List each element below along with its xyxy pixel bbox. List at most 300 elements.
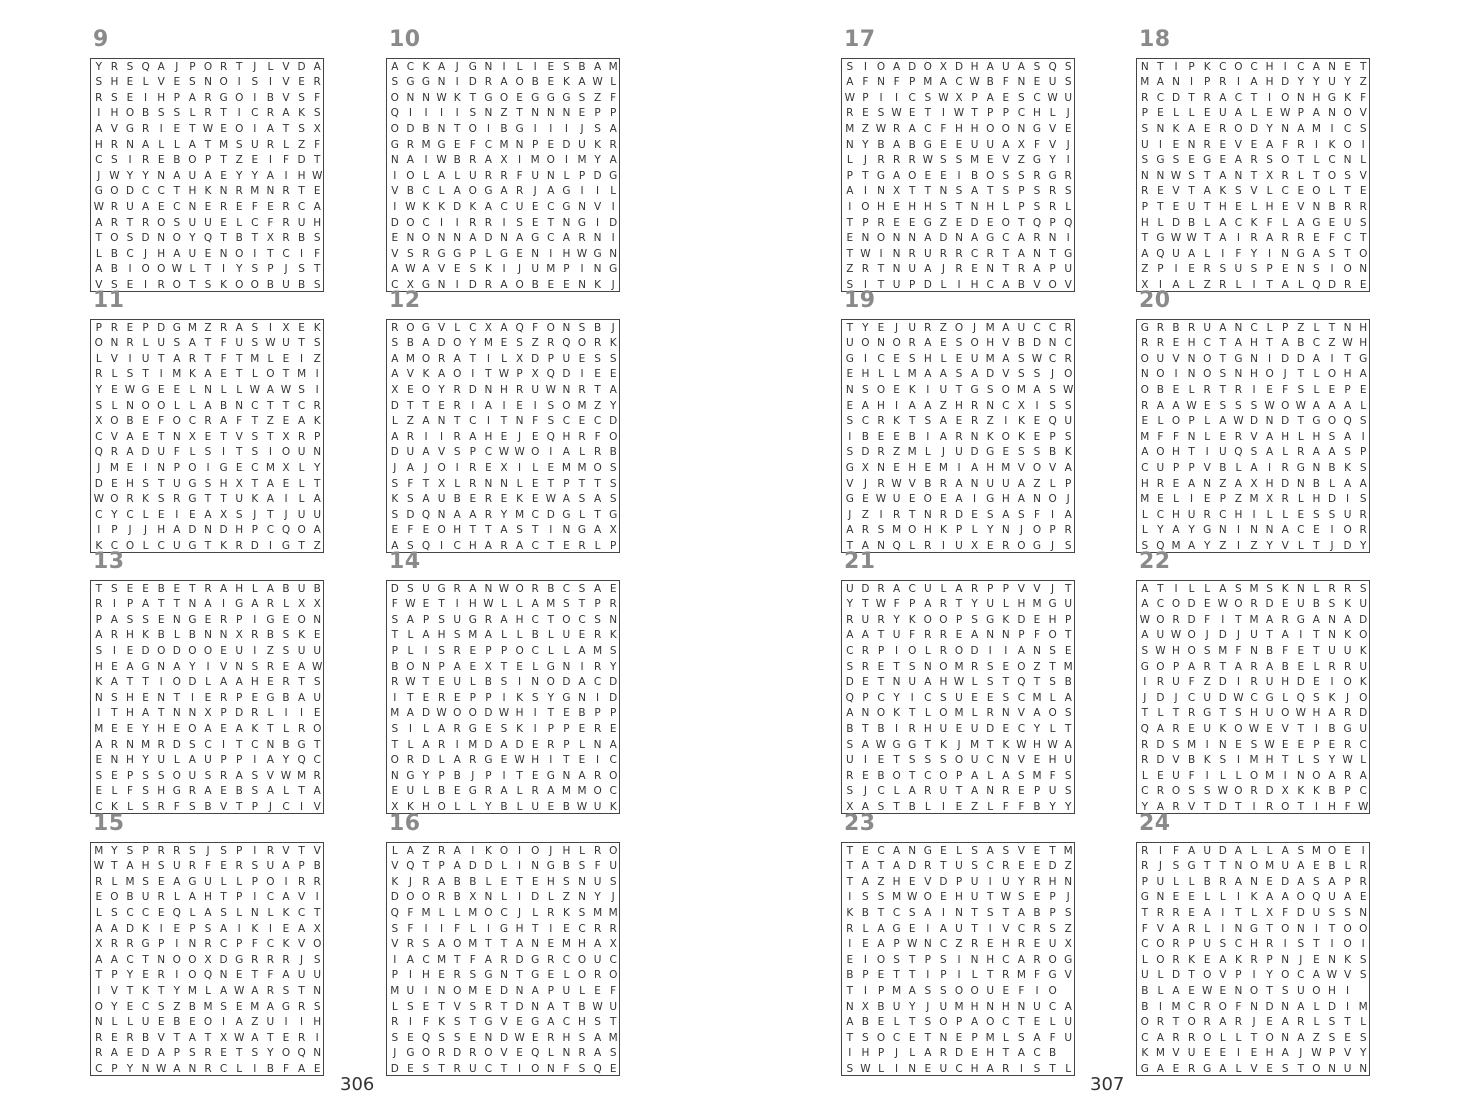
letter-cell[interactable]: U (1203, 938, 1212, 951)
letter-cell[interactable]: E (924, 1062, 932, 1075)
letter-cell[interactable]: E (1203, 107, 1211, 120)
letter-cell[interactable]: O (1234, 122, 1243, 135)
letter-cell[interactable]: L (95, 352, 102, 365)
letter-cell[interactable]: E (563, 922, 570, 935)
letter-cell[interactable]: X (235, 477, 243, 490)
letter-cell[interactable]: E (862, 676, 869, 689)
letter-cell[interactable]: V (282, 91, 290, 104)
letter-cell[interactable]: R (547, 337, 555, 350)
letter-cell[interactable]: W (514, 446, 525, 459)
letter-cell[interactable]: X (970, 539, 979, 552)
letter-cell[interactable]: D (1218, 691, 1227, 704)
letter-cell[interactable]: I (424, 430, 428, 443)
letter-cell[interactable]: Y (126, 969, 134, 982)
letter-cell[interactable]: O (421, 891, 431, 904)
letter-cell[interactable]: L (189, 446, 196, 459)
letter-cell[interactable]: R (1250, 953, 1258, 966)
letter-cell[interactable]: O (1032, 524, 1042, 537)
letter-cell[interactable]: D (1171, 91, 1181, 104)
letter-cell[interactable]: W (498, 446, 510, 459)
letter-cell[interactable]: D (390, 891, 399, 904)
letter-cell[interactable]: A (204, 508, 212, 521)
letter-cell[interactable]: S (1018, 446, 1025, 459)
letter-cell[interactable]: Y (267, 1047, 274, 1060)
letter-cell[interactable]: O (876, 232, 886, 245)
letter-cell[interactable]: M (985, 321, 995, 334)
letter-cell[interactable]: L (1219, 891, 1226, 904)
letter-cell[interactable]: E (547, 60, 555, 73)
letter-cell[interactable]: C (939, 938, 948, 951)
letter-cell[interactable]: I (1252, 383, 1256, 396)
letter-cell[interactable]: W (498, 368, 510, 381)
letter-cell[interactable]: P (955, 524, 963, 537)
letter-cell[interactable]: F (469, 953, 476, 966)
letter-cell[interactable]: G (484, 1016, 493, 1029)
letter-cell[interactable]: R (908, 154, 916, 167)
letter-cell[interactable]: A (1188, 539, 1196, 552)
letter-cell[interactable]: A (1017, 247, 1025, 260)
letter-cell[interactable]: E (908, 216, 916, 229)
letter-cell[interactable]: V (1188, 800, 1196, 813)
letter-cell[interactable]: G (437, 582, 446, 595)
letter-cell[interactable]: R (547, 1031, 555, 1044)
letter-cell[interactable]: B (531, 278, 539, 291)
letter-cell[interactable]: B (531, 76, 539, 89)
letter-cell[interactable]: R (204, 1047, 212, 1060)
letter-cell[interactable]: P (893, 938, 900, 951)
letter-cell[interactable]: C (500, 200, 508, 213)
letter-cell[interactable]: C (1002, 1016, 1010, 1029)
letter-cell[interactable]: R (313, 769, 321, 782)
letter-cell[interactable]: E (846, 399, 854, 412)
letter-cell[interactable]: B (219, 399, 228, 412)
letter-cell[interactable]: I (268, 539, 272, 552)
letter-cell[interactable]: H (923, 352, 932, 365)
letter-cell[interactable]: S (173, 337, 181, 350)
letter-cell[interactable]: S (563, 598, 570, 611)
letter-cell[interactable]: R (453, 430, 461, 443)
letter-cell[interactable]: A (204, 169, 212, 182)
letter-cell[interactable]: C (219, 938, 228, 951)
letter-cell[interactable]: A (173, 524, 181, 537)
letter-cell[interactable]: D (484, 738, 493, 751)
letter-cell[interactable]: A (298, 922, 306, 935)
letter-cell[interactable]: Q (141, 60, 150, 73)
letter-cell[interactable]: T (986, 969, 994, 982)
letter-cell[interactable]: P (563, 263, 570, 276)
letter-cell[interactable]: I (1314, 800, 1318, 813)
letter-cell[interactable]: D (1017, 613, 1026, 626)
letter-cell[interactable]: E (126, 461, 134, 474)
letter-grid[interactable] (386, 580, 620, 814)
letter-cell[interactable]: I (1330, 122, 1334, 135)
letter-cell[interactable]: W (312, 660, 323, 673)
letter-cell[interactable]: Q (1017, 676, 1026, 689)
letter-cell[interactable]: C (95, 1062, 103, 1075)
letter-cell[interactable]: Y (1250, 247, 1258, 260)
letter-cell[interactable]: N (1359, 1062, 1368, 1075)
letter-cell[interactable]: P (1049, 524, 1056, 537)
letter-cell[interactable]: V (1002, 368, 1010, 381)
letter-cell[interactable]: E (1219, 430, 1227, 443)
letter-cell[interactable]: T (298, 984, 305, 997)
letter-cell[interactable]: Z (1234, 493, 1242, 506)
letter-cell[interactable]: S (1141, 154, 1149, 167)
letter-cell[interactable]: Q (203, 969, 213, 982)
letter-cell[interactable]: N (313, 613, 322, 626)
letter-cell[interactable]: N (1281, 1000, 1290, 1013)
letter-cell[interactable]: O (986, 1016, 995, 1029)
letter-cell[interactable]: Z (1141, 263, 1149, 276)
letter-cell[interactable]: R (1172, 722, 1180, 735)
letter-cell[interactable]: M (845, 122, 855, 135)
letter-cell[interactable]: U (955, 691, 963, 704)
letter-cell[interactable]: E (1157, 185, 1164, 198)
letter-cell[interactable]: Y (422, 769, 430, 782)
letter-cell[interactable]: S (1266, 154, 1273, 167)
letter-cell[interactable]: A (1188, 122, 1196, 135)
letter-cell[interactable]: O (923, 613, 932, 626)
letter-cell[interactable]: H (1048, 754, 1057, 767)
letter-cell[interactable]: P (158, 938, 165, 951)
letter-cell[interactable]: O (110, 891, 119, 904)
letter-cell[interactable]: R (173, 493, 181, 506)
letter-cell[interactable]: N (845, 1000, 854, 1013)
letter-cell[interactable]: C (1359, 738, 1367, 751)
letter-cell[interactable]: I (222, 1016, 226, 1029)
letter-cell[interactable]: W (922, 154, 933, 167)
letter-cell[interactable]: U (157, 337, 166, 350)
letter-cell[interactable]: N (500, 232, 508, 245)
letter-cell[interactable]: V (235, 430, 243, 443)
letter-cell[interactable]: E (282, 477, 290, 490)
letter-cell[interactable]: R (313, 875, 321, 888)
letter-cell[interactable]: R (110, 200, 119, 213)
letter-cell[interactable]: K (594, 278, 602, 291)
letter-cell[interactable]: T (157, 984, 165, 997)
letter-cell[interactable]: A (1234, 337, 1242, 350)
letter-cell[interactable]: I (1221, 613, 1225, 626)
letter-cell[interactable]: V (282, 60, 290, 73)
letter-cell[interactable]: T (142, 953, 149, 966)
letter-cell[interactable]: R (204, 91, 212, 104)
letter-cell[interactable]: S (940, 953, 947, 966)
letter-cell[interactable]: O (172, 278, 181, 291)
letter-cell[interactable]: H (188, 185, 197, 198)
letter-cell[interactable]: Q (1312, 278, 1321, 291)
letter-cell[interactable]: U (892, 493, 901, 506)
letter-cell[interactable]: D (1048, 860, 1057, 873)
letter-cell[interactable]: I (1268, 91, 1272, 104)
letter-cell[interactable]: T (251, 415, 258, 428)
letter-cell[interactable]: I (549, 524, 553, 537)
letter-cell[interactable]: E (531, 216, 539, 229)
letter-cell[interactable]: A (971, 185, 979, 198)
letter-cell[interactable]: C (955, 76, 963, 89)
letter-cell[interactable]: O (1327, 169, 1337, 182)
letter-cell[interactable]: O (577, 953, 587, 966)
letter-cell[interactable]: L (547, 629, 554, 642)
letter-cell[interactable]: M (405, 352, 415, 365)
letter-cell[interactable]: A (1281, 891, 1289, 904)
letter-cell[interactable]: E (157, 1016, 165, 1029)
letter-cell[interactable]: R (970, 582, 979, 595)
letter-cell[interactable]: C (924, 769, 932, 782)
letter-cell[interactable]: W (1202, 984, 1213, 997)
letter-cell[interactable]: P (95, 321, 102, 334)
letter-cell[interactable]: B (141, 107, 150, 120)
letter-grid[interactable] (386, 58, 620, 292)
letter-cell[interactable]: T (485, 938, 492, 951)
letter-cell[interactable]: M (468, 906, 478, 919)
letter-cell[interactable]: I (518, 1062, 522, 1075)
letter-cell[interactable]: R (955, 247, 963, 260)
letter-cell[interactable]: I (1221, 922, 1225, 935)
letter-cell[interactable]: L (1251, 906, 1257, 919)
letter-cell[interactable]: N (955, 232, 963, 245)
letter-cell[interactable]: R (391, 676, 399, 689)
letter-cell[interactable]: E (955, 1031, 963, 1044)
letter-cell[interactable]: O (281, 1047, 291, 1060)
letter-cell[interactable]: J (1051, 539, 1055, 552)
letter-cell[interactable]: U (266, 1016, 275, 1029)
letter-cell[interactable]: C (892, 1031, 901, 1044)
letter-cell[interactable]: F (1282, 138, 1289, 151)
letter-cell[interactable]: X (219, 1031, 228, 1044)
letter-cell[interactable]: T (1141, 906, 1148, 919)
letter-cell[interactable]: R (1359, 875, 1367, 888)
letter-cell[interactable]: S (1328, 1016, 1336, 1029)
letter-cell[interactable]: R (204, 1062, 212, 1075)
letter-cell[interactable]: A (1281, 1047, 1289, 1060)
letter-cell[interactable]: H (1265, 477, 1274, 490)
letter-cell[interactable]: L (516, 598, 523, 611)
letter-cell[interactable]: C (1033, 91, 1041, 104)
letter-cell[interactable]: K (1344, 953, 1352, 966)
letter-cell[interactable]: B (986, 76, 994, 89)
letter-cell[interactable]: R (297, 1031, 306, 1044)
letter-cell[interactable]: R (1064, 321, 1072, 334)
letter-cell[interactable]: K (1312, 785, 1320, 798)
letter-cell[interactable]: H (1250, 368, 1258, 381)
letter-cell[interactable]: L (1266, 185, 1273, 198)
letter-cell[interactable]: A (406, 154, 414, 167)
letter-cell[interactable]: S (1313, 508, 1320, 521)
letter-cell[interactable]: U (1187, 508, 1196, 521)
letter-cell[interactable]: S (1235, 399, 1242, 412)
letter-cell[interactable]: C (126, 953, 134, 966)
letter-cell[interactable]: O (499, 91, 509, 104)
letter-cell[interactable]: R (908, 337, 916, 350)
letter-cell[interactable]: R (593, 337, 602, 350)
letter-cell[interactable]: D (421, 754, 431, 767)
letter-cell[interactable]: R (173, 844, 181, 857)
letter-cell[interactable]: E (157, 154, 165, 167)
letter-cell[interactable]: T (1203, 169, 1211, 182)
letter-cell[interactable]: D (453, 1047, 462, 1060)
letter-cell[interactable]: E (142, 582, 149, 595)
letter-cell[interactable]: A (282, 969, 290, 982)
letter-cell[interactable]: I (1346, 984, 1350, 997)
letter-cell[interactable]: J (549, 844, 553, 857)
letter-cell[interactable]: Y (1188, 524, 1195, 537)
letter-cell[interactable]: Z (251, 1016, 259, 1029)
letter-cell[interactable]: G (484, 754, 493, 767)
letter-cell[interactable]: L (579, 508, 585, 521)
letter-cell[interactable]: G (188, 477, 197, 490)
letter-cell[interactable]: A (1172, 278, 1180, 291)
letter-cell[interactable]: R (1281, 493, 1289, 506)
letter-cell[interactable]: L (173, 754, 180, 767)
letter-cell[interactable]: N (437, 232, 446, 245)
letter-cell[interactable]: U (531, 800, 540, 813)
letter-cell[interactable]: A (500, 278, 508, 291)
letter-cell[interactable]: E (531, 875, 539, 888)
letter-cell[interactable]: T (924, 1031, 931, 1044)
letter-cell[interactable]: I (926, 969, 930, 982)
letter-cell[interactable]: O (1249, 860, 1259, 873)
letter-cell[interactable]: R (235, 539, 243, 552)
letter-cell[interactable]: O (1140, 1016, 1149, 1029)
letter-cell[interactable]: T (955, 598, 963, 611)
letter-cell[interactable]: A (562, 493, 570, 506)
letter-cell[interactable]: D (970, 644, 979, 657)
letter-cell[interactable]: Q (1343, 415, 1352, 428)
letter-cell[interactable]: R (609, 138, 617, 151)
letter-cell[interactable]: S (1172, 738, 1180, 751)
letter-cell[interactable]: E (313, 707, 321, 720)
letter-cell[interactable]: I (300, 352, 304, 365)
letter-cell[interactable]: E (940, 337, 947, 350)
letter-cell[interactable]: T (893, 754, 900, 767)
letter-cell[interactable]: I (253, 1062, 257, 1075)
letter-cell[interactable]: A (939, 368, 947, 381)
letter-cell[interactable]: U (1064, 1031, 1073, 1044)
letter-cell[interactable]: A (266, 383, 274, 396)
letter-cell[interactable]: K (422, 200, 430, 213)
letter-cell[interactable]: S (235, 138, 243, 151)
letter-cell[interactable]: N (578, 875, 586, 888)
letter-cell[interactable]: Y (1344, 76, 1351, 89)
letter-cell[interactable]: F (314, 247, 321, 260)
letter-cell[interactable]: G (406, 76, 415, 89)
letter-cell[interactable]: O (954, 644, 964, 657)
letter-cell[interactable]: A (861, 800, 869, 813)
letter-cell[interactable]: C (126, 508, 134, 521)
letter-cell[interactable]: G (1359, 352, 1368, 365)
letter-cell[interactable]: B (500, 800, 508, 813)
letter-cell[interactable]: V (298, 891, 306, 904)
letter-cell[interactable]: A (1312, 247, 1320, 260)
letter-cell[interactable]: N (219, 247, 228, 260)
letter-cell[interactable]: U (1064, 598, 1073, 611)
letter-cell[interactable]: H (157, 722, 166, 735)
letter-cell[interactable]: M (1140, 430, 1150, 443)
letter-cell[interactable]: S (1313, 263, 1320, 276)
letter-cell[interactable]: E (1313, 860, 1320, 873)
letter-cell[interactable]: P (563, 477, 570, 490)
letter-cell[interactable]: I (848, 430, 852, 443)
letter-cell[interactable]: V (1064, 969, 1072, 982)
letter-cell[interactable]: E (1033, 754, 1041, 767)
letter-cell[interactable]: R (1328, 660, 1336, 673)
letter-cell[interactable]: H (986, 200, 995, 213)
letter-cell[interactable]: U (406, 984, 415, 997)
letter-cell[interactable]: A (1141, 629, 1149, 642)
letter-cell[interactable]: I (1158, 844, 1162, 857)
letter-cell[interactable]: A (1219, 1062, 1227, 1075)
letter-cell[interactable]: L (236, 383, 243, 396)
letter-cell[interactable]: D (609, 676, 618, 689)
letter-cell[interactable]: A (846, 524, 854, 537)
letter-cell[interactable]: W (1170, 232, 1182, 245)
letter-cell[interactable]: S (391, 1031, 399, 1044)
letter-cell[interactable]: A (500, 524, 508, 537)
letter-cell[interactable]: W (109, 169, 120, 182)
letter-cell[interactable]: S (971, 844, 978, 857)
letter-cell[interactable]: C (1187, 691, 1196, 704)
letter-cell[interactable]: U (1359, 598, 1368, 611)
letter-cell[interactable]: R (1002, 969, 1010, 982)
letter-cell[interactable]: R (282, 676, 290, 689)
letter-cell[interactable]: S (142, 613, 149, 626)
letter-cell[interactable]: N (1312, 461, 1321, 474)
letter-cell[interactable]: S (516, 524, 523, 537)
letter-cell[interactable]: F (407, 906, 414, 919)
letter-cell[interactable]: T (1219, 352, 1226, 365)
letter-cell[interactable]: I (1190, 76, 1194, 89)
letter-cell[interactable]: U (1343, 644, 1352, 657)
letter-cell[interactable]: V (266, 769, 274, 782)
letter-cell[interactable]: A (251, 1031, 259, 1044)
letter-cell[interactable]: G (468, 613, 477, 626)
letter-cell[interactable]: C (1343, 122, 1352, 135)
letter-cell[interactable]: O (1187, 644, 1196, 657)
letter-cell[interactable]: N (515, 415, 524, 428)
letter-cell[interactable]: T (846, 539, 853, 552)
letter-cell[interactable]: U (939, 383, 948, 396)
letter-cell[interactable]: A (1064, 1000, 1072, 1013)
letter-cell[interactable]: L (909, 1047, 916, 1060)
letter-cell[interactable]: A (924, 1047, 932, 1060)
letter-cell[interactable]: H (1048, 875, 1057, 888)
letter-cell[interactable]: W (891, 107, 902, 120)
letter-cell[interactable]: I (863, 754, 867, 767)
letter-cell[interactable]: V (846, 477, 854, 490)
letter-cell[interactable]: W (312, 169, 323, 182)
letter-cell[interactable]: T (547, 477, 554, 490)
letter-cell[interactable]: I (471, 399, 475, 412)
letter-cell[interactable]: H (923, 200, 932, 213)
letter-cell[interactable]: C (391, 278, 399, 291)
letter-cell[interactable]: N (1187, 430, 1196, 443)
letter-cell[interactable]: K (1250, 891, 1258, 904)
letter-cell[interactable]: O (1048, 707, 1057, 720)
letter-cell[interactable]: I (1174, 60, 1178, 73)
letter-cell[interactable]: E (893, 461, 900, 474)
letter-cell[interactable]: P (251, 875, 258, 888)
letter-cell[interactable]: R (1141, 185, 1149, 198)
letter-cell[interactable]: N (1017, 122, 1026, 135)
letter-cell[interactable]: T (469, 352, 476, 365)
letter-cell[interactable]: P (173, 461, 180, 474)
letter-cell[interactable]: A (173, 169, 181, 182)
letter-cell[interactable]: L (267, 906, 274, 919)
letter-cell[interactable]: L (1297, 754, 1304, 767)
letter-cell[interactable]: T (267, 508, 274, 521)
letter-cell[interactable]: I (1236, 539, 1240, 552)
letter-cell[interactable]: E (453, 263, 461, 276)
